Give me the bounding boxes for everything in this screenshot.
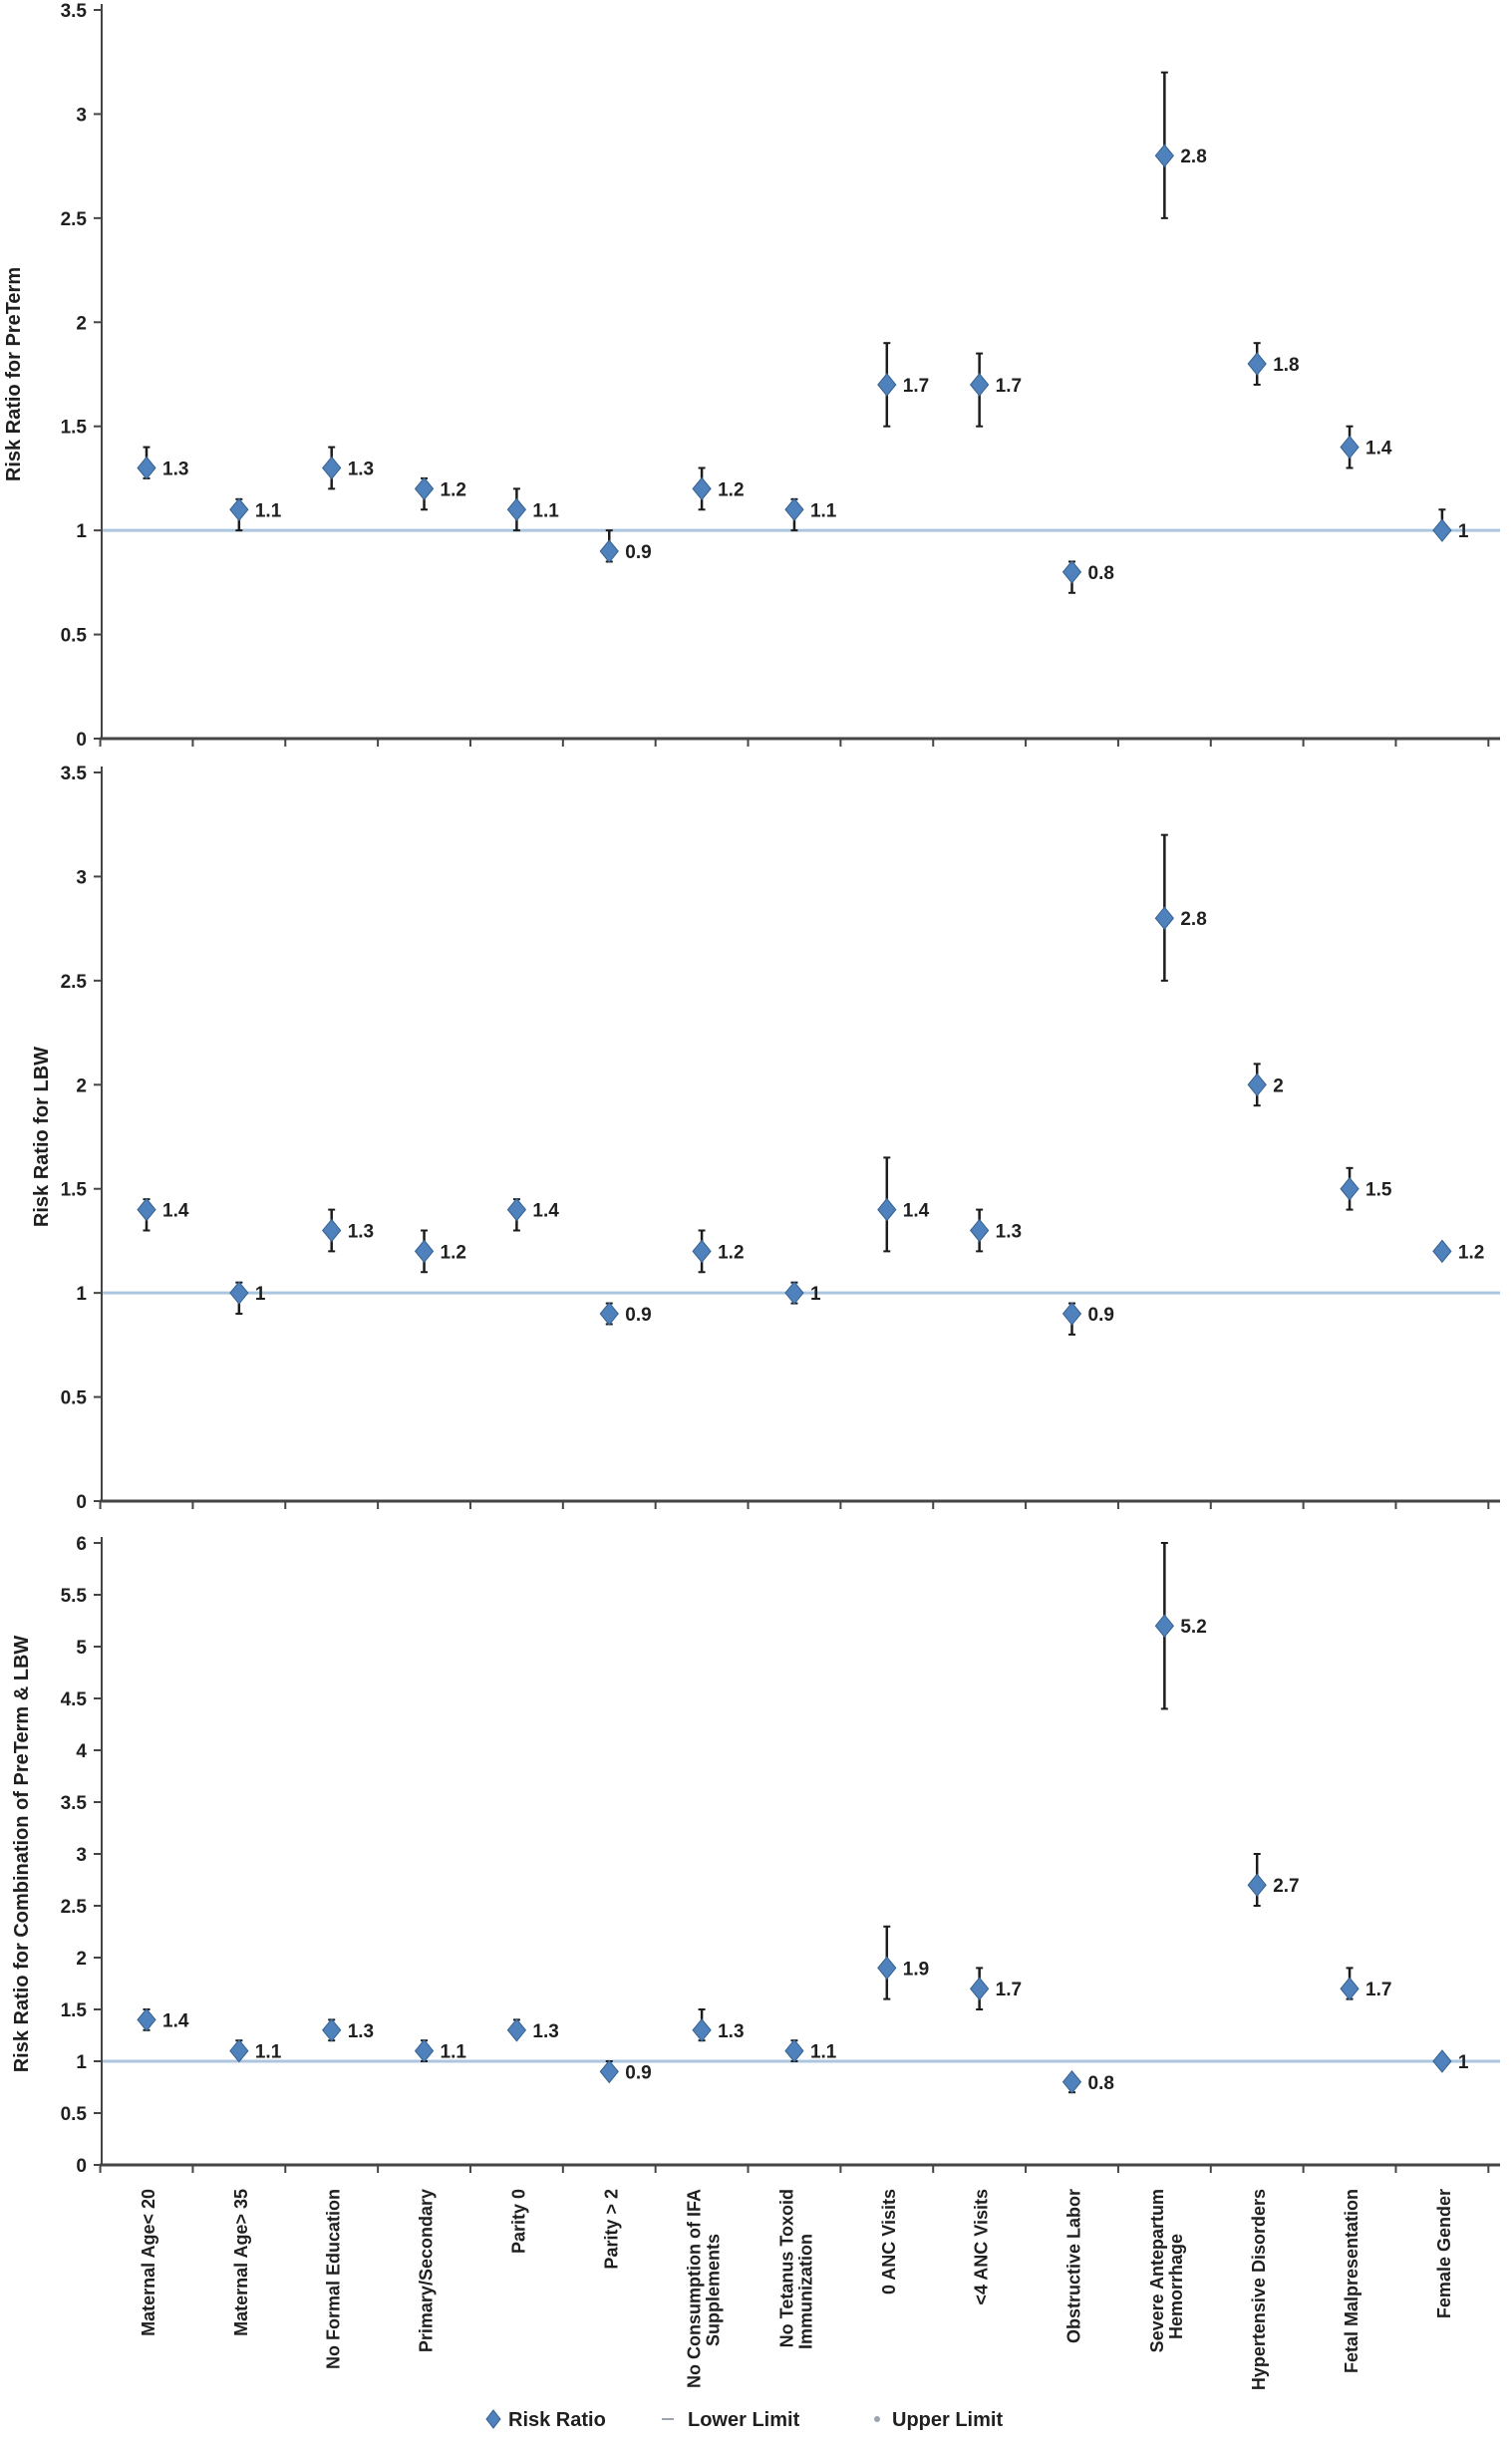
y-tick-label: 3.5 bbox=[60, 1793, 87, 1814]
panel-preterm bbox=[3, 1, 1500, 751]
category-label: Parity > 2 bbox=[601, 2189, 622, 2270]
y-tick-label: 3 bbox=[76, 105, 87, 127]
risk-ratio-marker bbox=[1433, 1240, 1451, 1262]
risk-ratio-marker bbox=[138, 1199, 155, 1221]
risk-ratio-marker bbox=[323, 1219, 341, 1241]
y-tick-label: 3.5 bbox=[60, 1, 87, 22]
risk-ratio-marker bbox=[1341, 437, 1359, 459]
value-label: 1 bbox=[1457, 521, 1469, 543]
risk-ratio-marker bbox=[600, 2060, 618, 2082]
value-label: 1.1 bbox=[532, 500, 559, 522]
value-label: 1.3 bbox=[995, 1221, 1023, 1243]
legend-dot-icon bbox=[874, 2416, 880, 2422]
category-label: Supplements bbox=[703, 2234, 724, 2347]
risk-ratio-marker bbox=[230, 498, 248, 520]
y-tick-label: 1 bbox=[76, 521, 87, 543]
risk-ratio-marker bbox=[323, 457, 341, 478]
y-tick-label: 2 bbox=[76, 313, 87, 335]
value-label: 0.8 bbox=[1087, 562, 1114, 584]
legend-upper-limit-label: Upper Limit bbox=[892, 2409, 1004, 2431]
value-label: 1.3 bbox=[718, 2020, 745, 2042]
risk-ratio-marker bbox=[971, 1219, 989, 1241]
value-label: 1.2 bbox=[718, 1242, 745, 1264]
value-label: 2 bbox=[1273, 1075, 1284, 1097]
value-label: 0.9 bbox=[625, 542, 652, 564]
risk-ratio-marker bbox=[785, 2040, 803, 2062]
value-label: 1.2 bbox=[440, 1242, 466, 1264]
value-label: 0.9 bbox=[625, 2062, 652, 2084]
category-label: <4 ANC Visits bbox=[971, 2189, 992, 2305]
risk-ratio-marker bbox=[878, 1957, 896, 1979]
risk-ratio-marker bbox=[971, 374, 989, 396]
risk-ratio-marker bbox=[416, 477, 434, 499]
category-label: No Tetanus Toxoid bbox=[776, 2189, 797, 2348]
value-label: 1.3 bbox=[162, 459, 189, 480]
y-tick-label: 0 bbox=[76, 1492, 87, 1513]
y-tick-label: 3.5 bbox=[60, 764, 87, 784]
y-tick-label: 1.5 bbox=[60, 417, 87, 439]
category-label: Primary/Secondary bbox=[416, 2189, 437, 2353]
category-label: Maternal Age< 20 bbox=[139, 2189, 158, 2336]
y-tick-label: 2.5 bbox=[60, 1897, 87, 1918]
risk-ratio-marker bbox=[1433, 519, 1451, 541]
value-label: 2.8 bbox=[1180, 909, 1207, 931]
y-tick-label: 6 bbox=[76, 1534, 87, 1555]
risk-ratio-marker bbox=[323, 2019, 341, 2041]
risk-ratio-marker bbox=[1248, 1073, 1266, 1095]
risk-ratio-marker bbox=[1155, 1615, 1173, 1637]
risk-ratio-marker bbox=[693, 477, 711, 499]
risk-ratio-marker bbox=[1063, 561, 1081, 583]
category-label: Parity 0 bbox=[508, 2189, 529, 2255]
legend-risk-ratio-label: Risk Ratio bbox=[508, 2409, 606, 2431]
value-label: 1.1 bbox=[254, 500, 282, 522]
value-label: 1.7 bbox=[995, 375, 1023, 397]
risk-ratio-marker bbox=[785, 1282, 803, 1304]
y-tick-label: 4 bbox=[76, 1741, 87, 1762]
y-tick-label: 1 bbox=[76, 1284, 87, 1306]
y-tick-label: 1.5 bbox=[60, 2000, 87, 2021]
risk-ratio-marker bbox=[416, 1240, 434, 1262]
category-label: No Consumption of IFA bbox=[684, 2189, 705, 2388]
value-label: 1 bbox=[809, 1284, 821, 1306]
y-tick-label: 2 bbox=[76, 1075, 87, 1097]
y-tick-label: 1 bbox=[76, 2052, 87, 2073]
value-label: 1.3 bbox=[347, 459, 375, 480]
risk-ratio-marker bbox=[1063, 1303, 1081, 1325]
risk-ratio-marker bbox=[507, 2019, 525, 2041]
value-label: 0.8 bbox=[1087, 2072, 1114, 2094]
value-label: 1.4 bbox=[902, 1200, 930, 1222]
y-tick-label: 3 bbox=[76, 1845, 87, 1866]
value-label: 1 bbox=[1457, 2052, 1469, 2073]
category-axis-labels bbox=[139, 2189, 1454, 2390]
risk-ratio-marker bbox=[1063, 2071, 1081, 2093]
panel-lbw bbox=[31, 764, 1500, 1513]
category-label: Female Gender bbox=[1433, 2189, 1454, 2319]
category-label: Obstructive Labor bbox=[1063, 2189, 1084, 2344]
category-label: Maternal Age> 35 bbox=[230, 2189, 251, 2336]
risk-ratio-marker bbox=[693, 1240, 711, 1262]
value-label: 1.3 bbox=[347, 2020, 375, 2042]
risk-ratio-marker bbox=[600, 540, 618, 562]
risk-ratio-marker bbox=[1341, 1178, 1359, 1200]
value-label: 0.9 bbox=[625, 1305, 652, 1327]
y-axis-title: Risk Ratio for LBW bbox=[31, 1046, 53, 1228]
legend-diamond-icon bbox=[486, 2410, 500, 2428]
y-tick-label: 2 bbox=[76, 1949, 87, 1970]
risk-ratio-marker bbox=[507, 498, 525, 520]
risk-ratio-marker bbox=[878, 1199, 896, 1221]
value-label: 1.4 bbox=[162, 2010, 189, 2032]
category-label: Hemorrhage bbox=[1165, 2234, 1186, 2340]
y-tick-label: 0 bbox=[76, 2156, 87, 2177]
value-label: 1.1 bbox=[440, 2041, 466, 2063]
y-tick-label: 5.5 bbox=[60, 1586, 87, 1607]
y-tick-label: 0 bbox=[76, 730, 87, 751]
value-label: 1.7 bbox=[1365, 1980, 1392, 2001]
risk-ratio-marker bbox=[878, 374, 896, 396]
value-label: 1.2 bbox=[440, 479, 466, 501]
y-tick-label: 4.5 bbox=[60, 1689, 87, 1710]
panel-preterm-lbw-combined bbox=[11, 1534, 1500, 2177]
risk-ratio-marker bbox=[1341, 1978, 1359, 1999]
risk-ratio-marker bbox=[1433, 2050, 1451, 2072]
risk-ratio-marker bbox=[138, 457, 155, 478]
risk-ratio-marker bbox=[971, 1978, 989, 1999]
value-label: 1.4 bbox=[1365, 438, 1392, 459]
value-label: 1.3 bbox=[532, 2020, 559, 2042]
value-label: 1.9 bbox=[902, 1959, 930, 1981]
risk-ratio-marker bbox=[138, 2008, 155, 2030]
category-label: 0 ANC Visits bbox=[878, 2189, 899, 2295]
legend-lower-limit-label: Lower Limit bbox=[688, 2409, 800, 2431]
value-label: 5.2 bbox=[1180, 1617, 1207, 1639]
value-label: 1.1 bbox=[809, 2041, 837, 2063]
value-label: 0.9 bbox=[1087, 1305, 1114, 1327]
risk-ratio-marker bbox=[230, 1282, 248, 1304]
value-label: 2.8 bbox=[1180, 147, 1207, 168]
legend bbox=[486, 2409, 1003, 2431]
y-axis-title: Risk Ratio for Combination of PreTerm & LBW bbox=[11, 1635, 33, 2073]
value-label: 1.2 bbox=[1457, 1242, 1485, 1264]
risk-ratio-marker bbox=[1155, 145, 1173, 166]
value-label: 1.4 bbox=[532, 1200, 559, 1222]
category-label: No Formal Education bbox=[323, 2189, 344, 2370]
y-tick-label: 1.5 bbox=[60, 1179, 87, 1201]
value-label: 1.3 bbox=[347, 1221, 375, 1243]
risk-ratio-marker bbox=[1248, 353, 1266, 375]
value-label: 1.7 bbox=[902, 375, 930, 397]
risk-ratio-marker bbox=[230, 2040, 248, 2062]
y-tick-label: 2.5 bbox=[60, 971, 87, 993]
risk-ratio-marker bbox=[600, 1303, 618, 1325]
y-tick-label: 0.5 bbox=[60, 1387, 87, 1409]
risk-ratio-marker bbox=[507, 1199, 525, 1221]
value-label: 2.7 bbox=[1273, 1876, 1300, 1898]
value-label: 1.2 bbox=[718, 479, 745, 501]
y-tick-label: 0.5 bbox=[60, 625, 87, 647]
value-label: 1.1 bbox=[809, 500, 837, 522]
category-label: Hypertensive Disorders bbox=[1249, 2189, 1270, 2391]
y-tick-label: 3 bbox=[76, 867, 87, 889]
value-label: 1.1 bbox=[254, 2041, 282, 2063]
value-label: 1.5 bbox=[1365, 1179, 1392, 1201]
y-tick-label: 0.5 bbox=[60, 2104, 87, 2125]
risk-ratio-marker bbox=[693, 2019, 711, 2041]
risk-ratio-marker bbox=[1248, 1874, 1266, 1896]
value-label: 1.8 bbox=[1273, 355, 1300, 377]
category-label: Fetal Malpresentation bbox=[1342, 2189, 1362, 2374]
y-tick-label: 2.5 bbox=[60, 208, 87, 230]
risk-ratio-marker bbox=[416, 2040, 434, 2062]
value-label: 1.4 bbox=[162, 1200, 189, 1222]
value-label: 1.7 bbox=[995, 1980, 1023, 2001]
value-label: 1 bbox=[254, 1284, 266, 1306]
category-label: Severe Antepartum bbox=[1146, 2189, 1167, 2353]
risk-ratio-marker bbox=[1155, 907, 1173, 929]
category-label: Immunization bbox=[795, 2234, 816, 2349]
y-axis-title: Risk Ratio for PreTerm bbox=[3, 266, 25, 482]
risk-ratio-marker bbox=[785, 498, 803, 520]
y-tick-label: 5 bbox=[76, 1638, 87, 1659]
